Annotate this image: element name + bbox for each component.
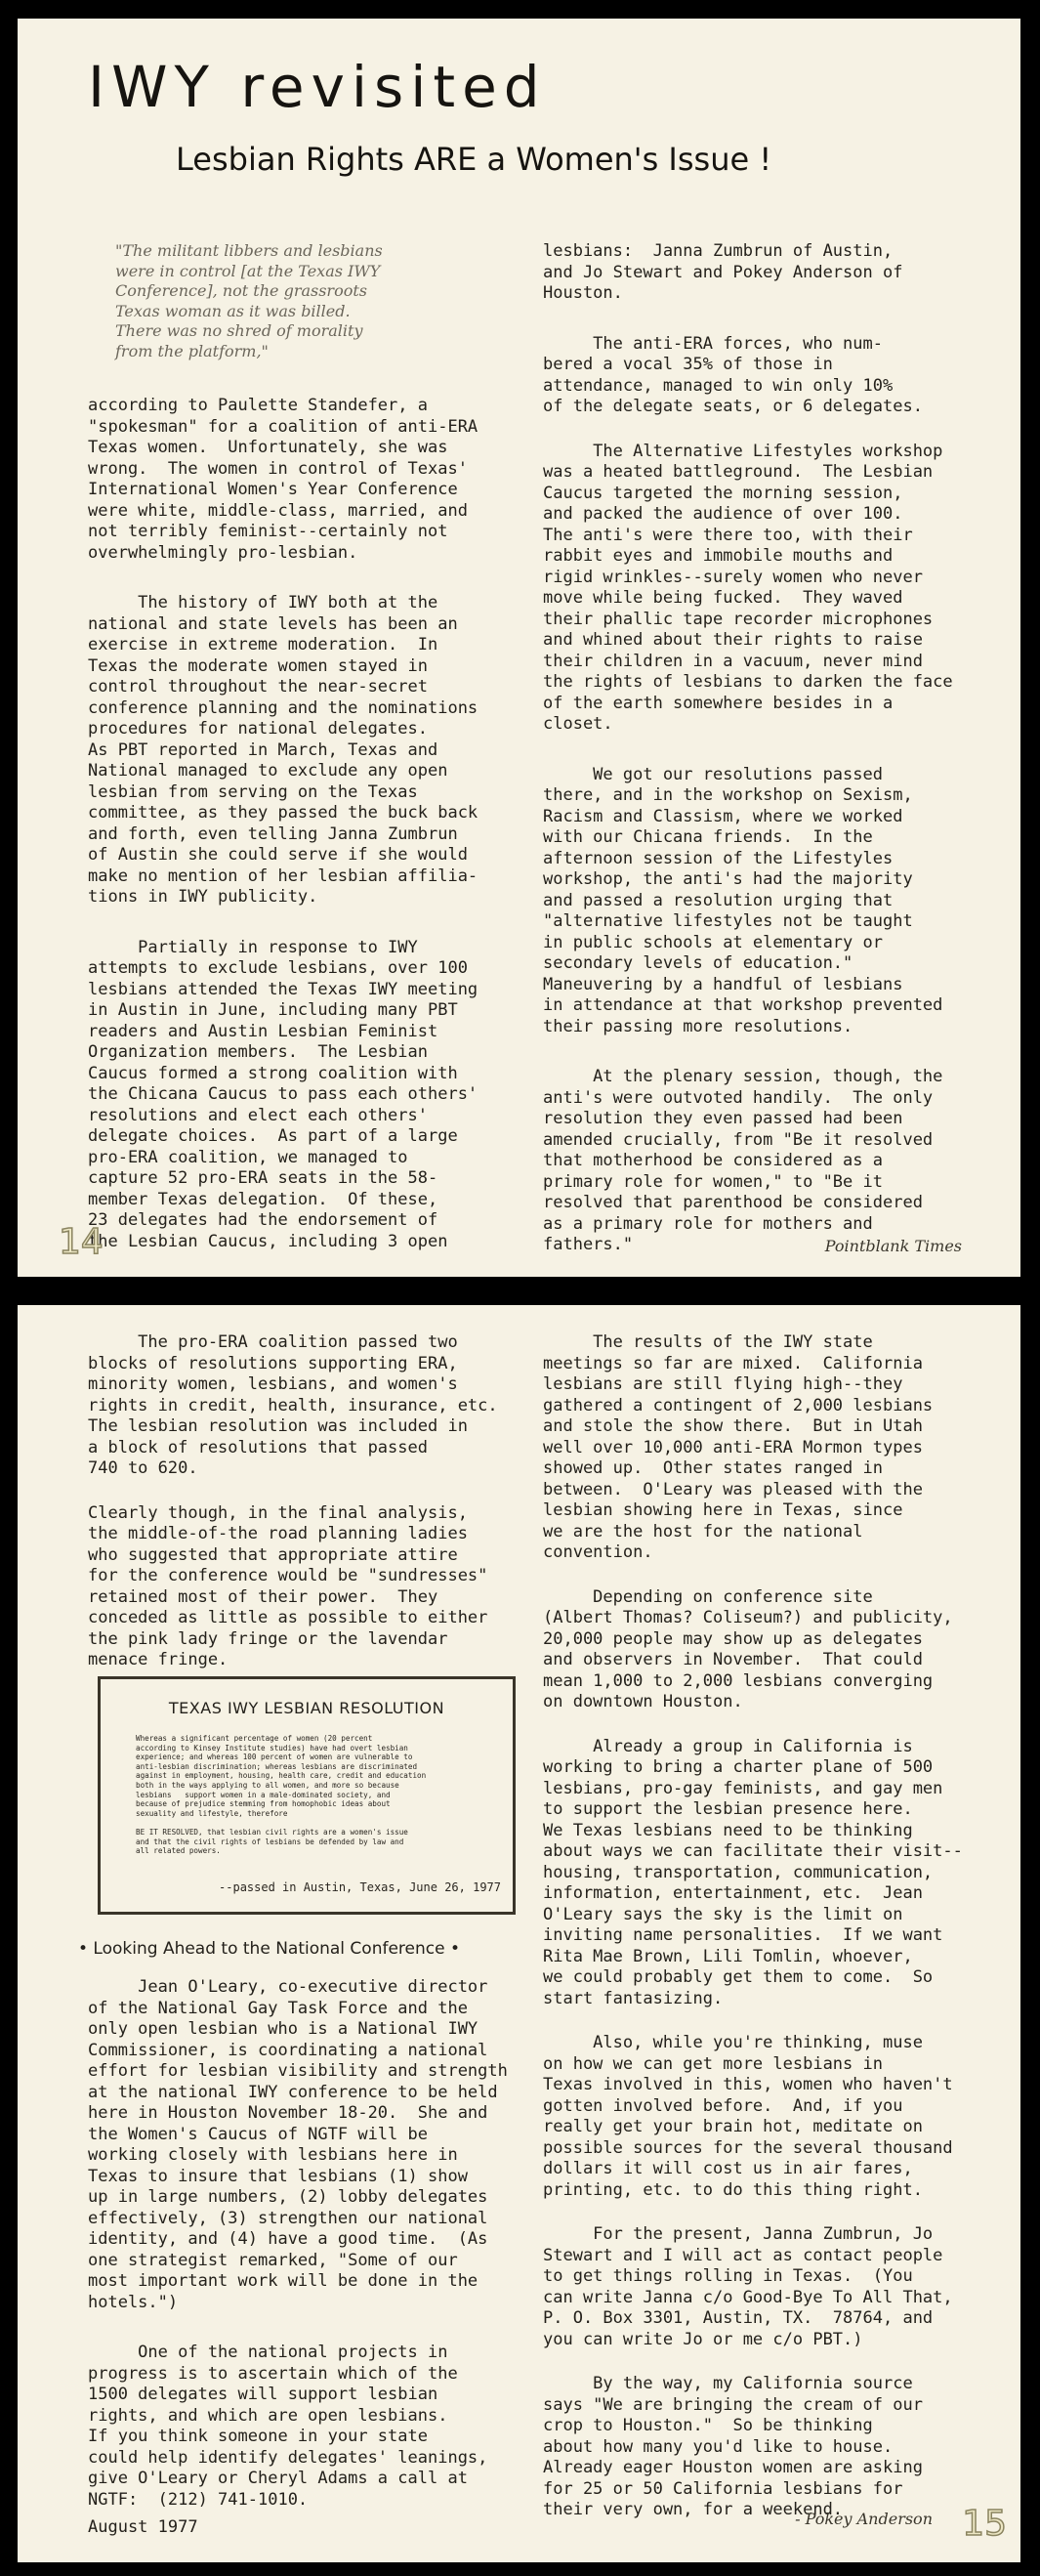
paragraph: By the way, my California source says "We are bringing the cream of our crop to Houston." So be thinking about how many you'd like to house. Already eager Houston women are asking for 25 or 50 California lesbians for their very own, for a weekend. <box>543 2374 923 2519</box>
paragraph: Jean O'Leary, co-executive director of the National Gay Task Force and the only open lesbian who is a National IWY Commissioner, is coordinating a national effort for lesbian visibility and strength at the national IWY conference to be held here in Houston November 18-20. She and the Women's Caucus of NGTF will be working closely with lesbians here in Texas to insure that lesbians (1) show up in large numbers, (2) lobby delegates effectively, (3) strengthen our national identity, and (4) have a good time. (As one strategist remarked, "Some of our most important work will be done in the hotels.") <box>88 1977 508 2312</box>
right-column <box>543 1332 963 2521</box>
author-signature: - Pokey Anderson <box>795 2510 933 2528</box>
section-heading: • Looking Ahead to the National Conference • <box>78 1939 461 1959</box>
article-subtitle: Lesbian Rights ARE a Women's Issue ! <box>176 141 772 178</box>
resolution-box <box>98 1676 516 1915</box>
paragraph: One of the national projects in progress is to ascertain which of the 1500 delegates will support lesbian rights, and which are open lesbians. If you think someone in your state could help identify delegates' leanings, give O'Leary or Cheryl Adams a call at NGTF: (212) 741-1010. <box>88 2343 488 2510</box>
paragraph: The history of IWY both at the national and state levels has been an exercise in extreme moderation. In Texas the moderate women stayed in control throughout the near-secret conference planning and the nominations procedures for national delegates. As PBT reported in March, Texas and National managed to exclude any open lesbian from serving on the Texas committee, as they passed the buck back and forth, even telling Janna Zumbrun of Austin she could serve if she would make no mention of her lesbian affilia- tions in IWY publicity. <box>88 593 478 907</box>
page-14 <box>18 19 1020 1277</box>
paragraph: Also, while you're thinking, muse on how we can get more lesbians in Texas involved in this, women who haven't gotten involved before. And, if you really get your brain hot, meditate on possible sources for the several thousand dollars it will cost us in air fares, printing, etc. to do this thing right. <box>543 2033 953 2200</box>
paragraph: The results of the IWY state meetings so far are mixed. California lesbians are still flying high--they gathered a contingent of 2,000 lesbians and stole the show there. But in Utah well over 10,000 anti-ERA Mormon types showed up. Other states ranged in between. O'Leary was pleased with the lesbian showing here in Texas, since we are the host for the national convention. <box>543 1332 934 1562</box>
paragraph: Partially in response to IWY attempts to exclude lesbians, over 100 lesbians attended the Texas IWY meeting in Austin in June, including many PBT readers and Austin Lesbian Feminist Organization members. The Lesbian Caucus formed a strong coalition with the Chicana Caucus to pass each others' resolutions and elect each others' delegate choices. As part of a large pro-ERA coalition, we managed to capture 52 pro-ERA seats in the 58- member Texas delegation. Of these, 23 delegates had the endorsement of the Lesbian Caucus, including 3 open <box>88 937 478 1251</box>
left-column <box>88 396 478 1252</box>
paragraph: The Alternative Lifestyles workshop was a heated battleground. The Lesbian Caucus targeted the morning session, and packed the audience of over 100. The anti's were there too, with their rabbit eyes and immobile mouths and rigid wrinkles--surely women who never move while being fucked. They waved their phallic tape recorder microphones and whined about their rights to raise their children in a vacuum, never mind the rights of lesbians to darken the face of the earth somewhere besides in a closet. <box>543 441 953 734</box>
paragraph: Clearly though, in the final analysis, the middle-of-the road planning ladies who suggested that appropriate attire for the conference would be "sundresses" retained most of their power. They conceded as little as possible to either the pink lady fringe or the lavendar menace fringe. <box>88 1502 488 1669</box>
paragraph: The anti-ERA forces, who num- bered a vocal 35% of those in attendance, managed to win only 10% of the delegate seats, or 6 delegates. <box>543 333 923 416</box>
page-number: 14 <box>59 1222 104 1262</box>
publication-credit: Pointblank Times <box>824 1237 962 1255</box>
page-15 <box>18 1305 1020 2562</box>
left-column-top <box>88 1332 498 1671</box>
resolution-text: Whereas a significant percentage of women (20 percent according to Kinsey Institute studies) have had overt lesbian experience; and whereas 100 percent of women are vulnerable to anti-lesbian discrimination; whereas lesbians are discriminated against in employment, housing, health care, credit and education both in the ways applying to all women, and more so because lesbians support women in a male-dominated society, and because of prejudice stemming from homophobic ideas about sexuality and lifestyle, therefore BE IT RESOLVED, that lesbian civil rights are a women's issue and that the civil rights of lesbians be defended by law and all related powers. <box>136 1734 427 1856</box>
paragraph: Already a group in California is working to bring a charter plane of 500 lesbians, pro-gay feminists, and gay men to support the lesbian presence here. We Texas lesbians need to be thinking about ways we can facilitate their visit-- housing, transportation, communication, information, entertainment, etc. Jean O'Leary says the sky is the limit on inviting name personalities. If we want Rita Mae Brown, Lili Tomlin, whoever, we could probably get them to come. So start fantasizing. <box>543 1736 963 2008</box>
paragraph: For the present, Janna Zumbrun, Jo Stewart and I will act as contact people to get things rolling in Texas. (You can write Janna c/o Good-Bye To All That, P. O. Box 3301, Austin, TX. 78764, and you can write Jo or me c/o PBT.) <box>543 2224 953 2349</box>
left-column-bottom <box>88 1977 508 2511</box>
paragraph: lesbians: Janna Zumbrun of Austin, and Jo Stewart and Pokey Anderson of Houston. <box>543 241 903 303</box>
page-number: 15 <box>962 2504 1007 2544</box>
paragraph: according to Paulette Standefer, a "spokesman" for a coalition of anti-ERA Texas women. Unfortunately, she was wrong. The women in control of Texas' International Women's Year Conference were white, middle-class, married, and not terribly feminist--certainly not overwhelmingly pro-lesbian. <box>88 396 478 563</box>
right-column <box>543 241 953 1256</box>
resolution-footer: --passed in Austin, Texas, June 26, 1977 <box>219 1880 501 1894</box>
article-title: IWY revisited <box>88 54 547 120</box>
issue-date: August 1977 <box>88 2517 198 2537</box>
paragraph: At the plenary session, though, the anti's were outvoted handily. The only resolution they even passed had been amended crucially, from "Be it resolved that motherhood be considered as a primary role for women," to "Be it resolved that parenthood be considered as a primary role for mothers and fathers." <box>543 1067 943 1254</box>
opening-quote: "The militant libbers and lesbians were in control [at the Texas IWY Conference], not the grassroots Texas woman as it was billed. There was no shred of morality from the platform," <box>115 241 383 360</box>
opening-quote-block <box>115 241 383 361</box>
paragraph: The pro-ERA coalition passed two blocks of resolutions supporting ERA, minority women, lesbians, and women's rights in credit, health, insurance, etc. The lesbian resolution was included in a block of resolutions that passed 740 to 620. <box>88 1332 498 1478</box>
paragraph: We got our resolutions passed there, and in the workshop on Sexism, Racism and Classism, where we worked with our Chicana friends. In the afternoon session of the Lifestyles workshop, the anti's had the majority and passed a resolution urging that "alternative lifestyles not be taught in public schools at elementary or secondary levels of education." Maneuvering by a handful of lesbians in attendance at that workshop prevented their passing more resolutions. <box>543 764 943 1036</box>
resolution-title: TEXAS IWY LESBIAN RESOLUTION <box>168 1699 445 1717</box>
paragraph: Depending on conference site (Albert Thomas? Coliseum?) and publicity, 20,000 people may show up as delegates and observers in November. That could mean 1,000 to 2,000 lesbians converging on downtown Houston. <box>543 1586 953 1711</box>
